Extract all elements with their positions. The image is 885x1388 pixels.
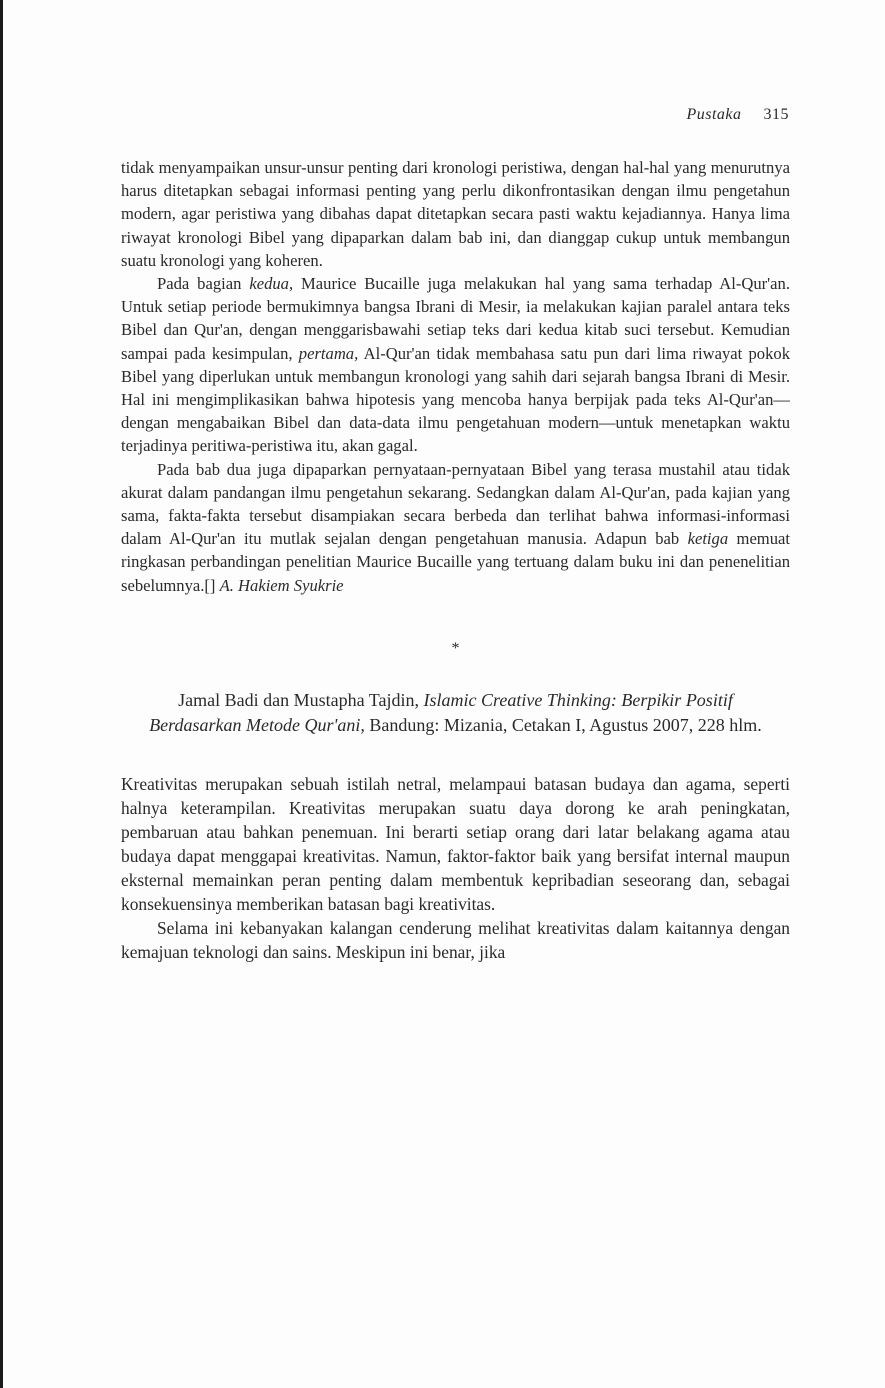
review-2 <box>121 772 790 964</box>
emphasis: kedua, <box>249 274 294 294</box>
section-separator: * <box>451 639 460 657</box>
text-run: Al-Qur'an tidak membahasa satu pun dari lima riwayat pokok Bibel yang diperlukan untuk membangun kronologi yang sahih dari sejarah bangsa Ibrani di Mesir. Hal ini mengimplikasikan bahwa hipotesis yang mencoba hanya berpijak pada teks Al-Qur'an—dengan mengabaikan Bibel dan data-data ilmu pengetahuan modern—untuk menetapkan waktu terjadinya peritiwa-peristiwa itu, akan gagal. <box>121 343 790 456</box>
page-edge <box>0 0 3 1388</box>
reviewer-name: A. Hakiem Syukrie <box>219 575 344 595</box>
review1-paragraph-3 <box>121 458 790 597</box>
page-body <box>121 156 790 964</box>
emphasis: ketiga <box>687 529 729 549</box>
review2-paragraph-2: Selama ini kebanyakan kalangan cenderung melihat kreativitas dalam kaitannya dengan kemajuan teknologi dan sains. Meskipun ini benar, jika <box>121 918 790 963</box>
text-run: Pada bagian <box>157 274 250 294</box>
book-authors: Jamal Badi dan Mustapha Tajdin, <box>178 690 424 711</box>
text-run: Maurice Bucaille juga melakukan hal yang sama terhadap Al-Qur'an. Untuk setiap periode bermukimnya bangsa Ibrani di Mesir, ia melakukan kajian paralel antara teks Bibel dan Qur'an, dengan menggarisbawahi setiap teks dari kedua kitab suci tersebut. Kemudian sampai pada kesimpulan, <box>121 274 790 363</box>
review1-paragraph-1: tidak menyampaikan unsur-unsur penting dari kronologi peristiwa, dengan hal-hal yang menurutnya harus ditetapkan sebagai informasi penting yang perlu dikonfrontasikan dengan ilmu pengetahun modern, agar peristiwa yang dibahas dapat ditetapkan secara pasti waktu kejadiannya. Hanya lima riwayat kronologi Bibel yang dipaparkan dalam bab ini, dan dianggap cukup untuk membangun suatu kronologi yang koheren. <box>121 158 790 270</box>
section-title: Pustaka <box>686 106 742 123</box>
book-title: Islamic Creative Thinking: Berpikir Positif Berdasarkan Metode Qur'ani, <box>149 690 733 736</box>
text-run: memuat ringkasan perbandingan penelitian Maurice Bucaille yang tertuang dalam buku ini dan penenelitian sebelumnya.[] <box>121 529 790 595</box>
running-header <box>686 106 789 124</box>
text-run: Pada bab dua juga dipaparkan pernyataan-pernyataan Bibel yang terasa mustahil atau tidak akurat dalam pandangan ilmu pengetahun sekarang. Sedangkan dalam Al-Qur'an, pada kajian yang sama, fakta-fakta tersebut disampiakan secara berbeda dan terlihat bahwa informasi-informasi dalam Al-Qur'an itu mutlak sejalan dengan pengetahuan manusia. Adapun bab <box>121 459 790 549</box>
book-publisher: Bandung: Mizania, Cetakan I, Agustus 2007, 228 hlm. <box>364 715 762 736</box>
review1-paragraph-2 <box>121 272 790 458</box>
review2-paragraph-1: Kreativitas merupakan sebuah istilah netral, melampaui batasan budaya dan agama, seperti halnya keterampilan. Kreativitas merupakan suatu daya dorong ke arah peningkatan, pembaruan atau bahkan penemuan. Ini berarti setiap orang dari latar belakang agama atau budaya dapat menggapai kreativitas. Namun, faktor-faktor baik yang bersifat internal maupun eksternal memainkan peran penting dalam membentuk kepribadian seseorang dan, sebagai konsekuensinya memberikan batasan bagi kreativitas. <box>121 774 790 915</box>
emphasis: pertama, <box>298 343 359 363</box>
page-number: 315 <box>763 106 789 123</box>
book-citation <box>121 688 790 738</box>
